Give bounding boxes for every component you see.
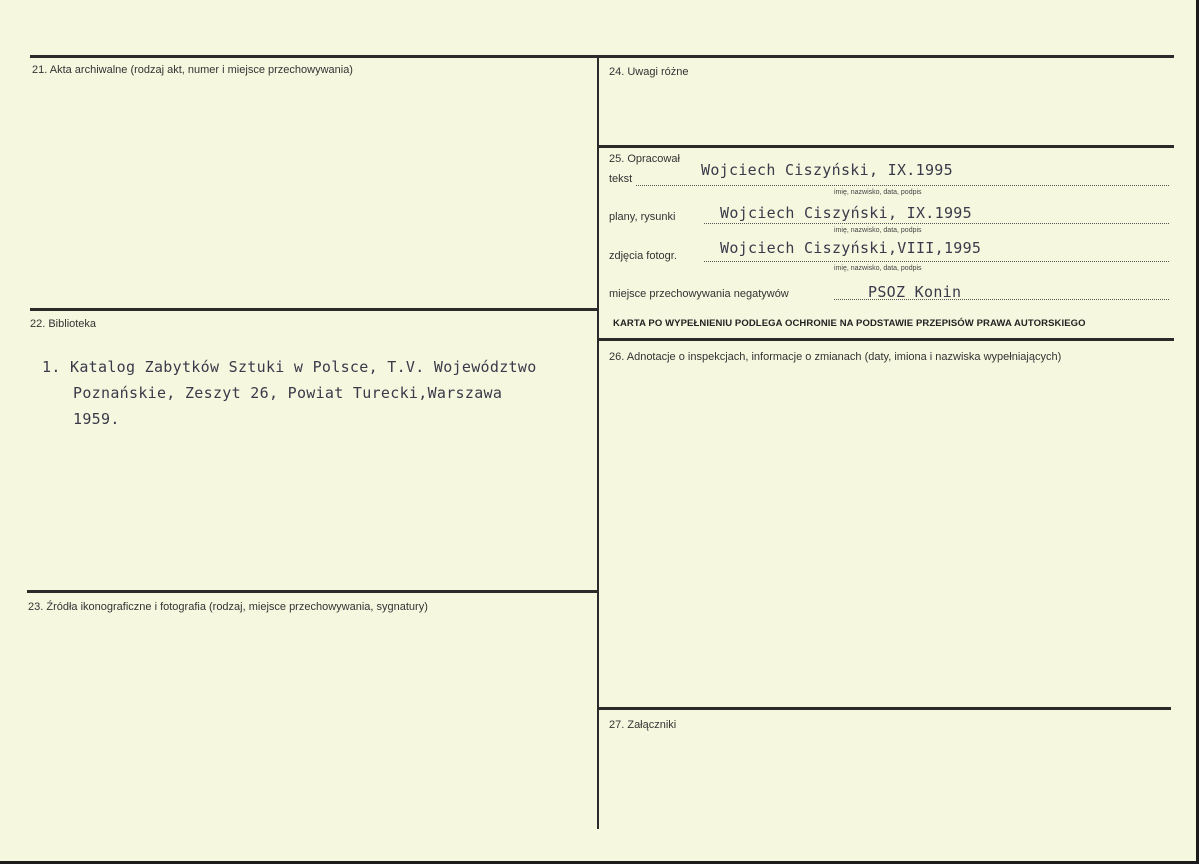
rule-22-23 <box>27 590 597 593</box>
section-21-label: 21. Akta archiwalne (rodzaj akt, numer i miejsce przechowywania) <box>32 64 353 76</box>
negatywy-value: PSOZ Konin <box>868 283 962 301</box>
biblio-entry-line-3: 1959. <box>73 410 120 428</box>
section-26-label: 26. Adnotacje o inspekcjach, informacje o zmianach (daty, imiona i nazwiska wypełniających) <box>609 351 1062 363</box>
tekst-dotted-line <box>636 185 1169 186</box>
tekst-caption: imię, nazwisko, data, podpis <box>834 189 922 196</box>
plany-dotted-line <box>704 223 1169 224</box>
zdjecia-dotted-line <box>704 261 1169 262</box>
rule-24-25 <box>599 145 1174 148</box>
zdjecia-caption: imię, nazwisko, data, podpis <box>834 265 922 272</box>
rule-25-26 <box>599 338 1174 341</box>
section-22-label: 22. Biblioteka <box>30 318 97 330</box>
plany-value: Wojciech Ciszyński, IX.1995 <box>720 204 972 222</box>
tekst-label: tekst <box>609 173 633 185</box>
biblio-entry-1 <box>42 354 537 432</box>
section-25-label: 25. Opracował <box>609 153 680 165</box>
copyright-notice: KARTA PO WYPEŁNIENIU PODLEGA OCHRONIE NA PODSTAWIE PRZEPISÓW PRAWA AUTORSKIEGO <box>613 318 1086 329</box>
rule-26-27 <box>597 707 1171 710</box>
top-rule <box>30 55 1174 58</box>
section-24-label: 24. Uwagi różne <box>609 66 689 78</box>
section-23-label: 23. Źródła ikonograficzne i fotografia (rodzaj, miejsce przechowywania, sygnatury) <box>28 601 428 613</box>
rule-21-22 <box>30 308 597 311</box>
negatywy-label: miejsce przechowywania negatywów <box>609 288 789 300</box>
biblio-entry-line-1: 1. Katalog Zabytków Sztuki w Polsce, T.V. Województwo <box>42 358 537 376</box>
zdjecia-value: Wojciech Ciszyński,VIII,1995 <box>720 239 982 257</box>
center-divider <box>597 55 599 829</box>
plany-label: plany, rysunki <box>609 211 676 223</box>
section-27-label: 27. Załączniki <box>609 719 677 731</box>
tekst-value: Wojciech Ciszyński, IX.1995 <box>701 161 953 179</box>
zdjecia-label: zdjęcia fotogr. <box>609 250 677 262</box>
biblio-entry-line-2: Poznańskie, Zeszyt 26, Powiat Turecki,Warszawa <box>73 384 503 402</box>
plany-caption: imię, nazwisko, data, podpis <box>834 227 922 234</box>
